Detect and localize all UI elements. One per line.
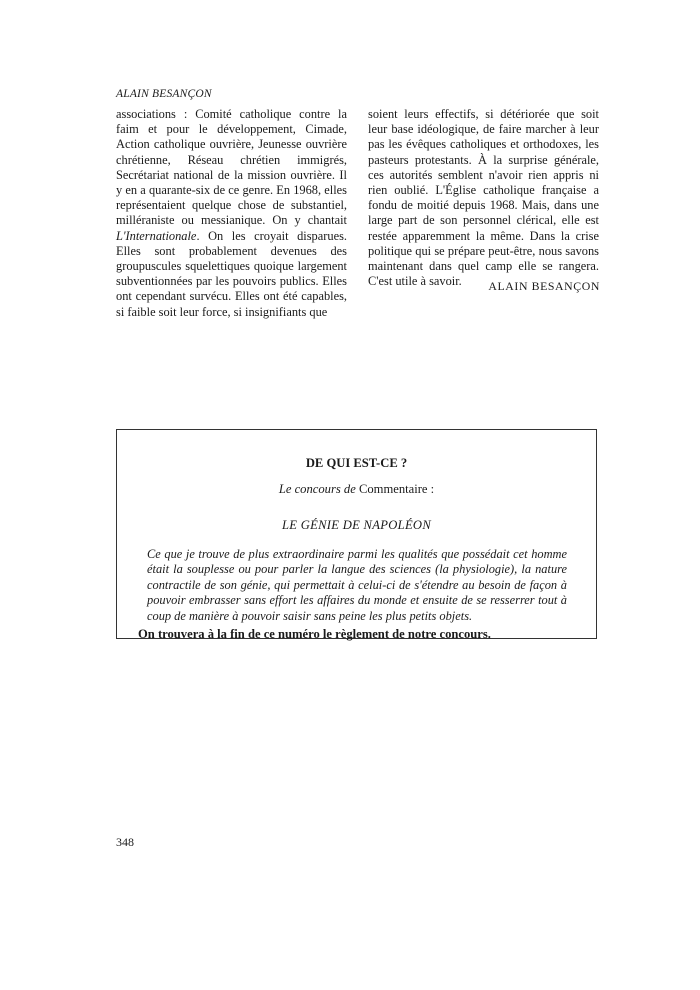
song-title: L'Internationale [116, 228, 197, 243]
article-paragraph-right: soient leurs effectifs, si détériorée que soit leur base idéologique, de faire marcher à leur pas les évêques catholiques et orthodoxes, les pasteurs protestants. À la surprise générale, ces autorités semblent n'avoir rien appris ni rien oublié. L'Église catholique française a fondu de moitié depuis 1968. Mais, dans une large part de son personnel clérical, elle est restée apparemment la même. Dans la crise politique qui se prépare peut-être, nous savons maintenant dans quel camp elle se rangera. C'est utile à savoir. [368, 107, 599, 289]
article-column-left [116, 107, 347, 320]
contest-subtitle-italic: Le concours de [278, 482, 356, 496]
contest-box [116, 429, 597, 639]
contest-quote: Ce que je trouve de plus extraordinaire parmi les qualités que possédait cet homme était la souplesse ou pour parler la langue des sciences (la physiologie), la nature contractile de son génie, qui permettait à celui-ci de s'étendre au besoin de façon à pouvoir embrasser sans effort les affaires du monde et ensuite de se resserrer tout à coup de manière à pouvoir saisir sans peine les plus petits objets. [147, 547, 567, 623]
author-signature: ALAIN BESANÇON [488, 279, 600, 293]
page-number: 348 [116, 835, 134, 849]
article-paragraph-left [116, 107, 347, 320]
left-text-part-2: . On les croyait disparues. Elles sont probablement devenues des groupuscules squelettiques quoique largement subventionnées par les pouvoirs publics. Elles ont cependant survécu. Elles ont été capables, si faible soit leur force, si insignifiants que [116, 228, 347, 319]
contest-subtitle-journal: Commentaire : [355, 482, 435, 496]
contest-subtitle [117, 482, 596, 497]
contest-note: On trouvera à la fin de ce numéro le règlement de notre concours. [138, 627, 491, 641]
article-column-right [368, 107, 599, 289]
contest-title: DE QUI EST-CE ? [305, 456, 408, 470]
running-head: ALAIN BESANÇON [116, 88, 212, 100]
contest-heading: LE GÉNIE DE NAPOLÉON [281, 518, 432, 532]
left-text-part-1: associations : Comité catholique contre la faim et pour le développement, Cimade, Action catholique ouvrière, Jeunesse ouvrière chrétienne, Réseau chrétien immigrés, Secrétariat national de la mission ouvrière. Il y en a quarante-six de ce genre. En 1968, elles représentaient quelque chose de substantiel, milléraniste ou messianique. On y chantait [116, 107, 347, 228]
